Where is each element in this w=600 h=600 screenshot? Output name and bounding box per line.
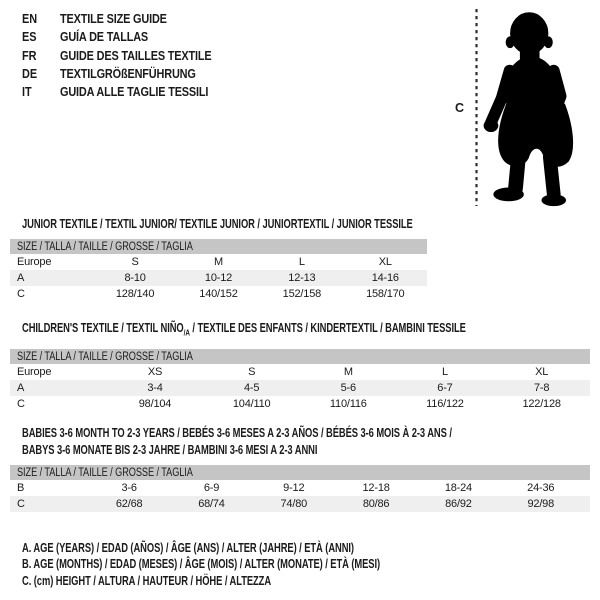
language-code: ES — [22, 29, 37, 45]
table-cell: 8-10 — [124, 272, 146, 284]
table-cell: 74/80 — [280, 498, 308, 510]
row-label: Europe — [17, 256, 52, 268]
table-cell: 5-6 — [340, 382, 356, 394]
legend-text: B. AGE (MONTHS) / EDAD (MESES) / ÂGE (MOIS) / ALTER (MONATE) / ETÀ (MESI) — [22, 557, 381, 572]
dotted-vertical-line — [474, 8, 480, 208]
table-cell: 7-8 — [533, 382, 550, 394]
title-text-after: / TEXTILE DES ENFANTS / KINDERTEXTIL / BAMBINI TESSILE — [189, 321, 466, 335]
size-header-row — [10, 349, 590, 364]
table-cell: 6-7 — [437, 382, 453, 394]
childrens-table-title — [22, 321, 600, 338]
table-cell: 14-16 — [371, 272, 399, 284]
table-cell: 104/110 — [232, 398, 271, 410]
row-label: Europe — [17, 366, 52, 378]
junior-size-table — [10, 239, 427, 302]
table-cell: L — [298, 256, 305, 268]
table-cell: 158/170 — [366, 288, 405, 300]
row-label: A — [17, 382, 25, 394]
table-cell: 62/68 — [115, 498, 143, 510]
table-row-height — [10, 496, 590, 512]
table-cell: 86/92 — [445, 498, 472, 510]
childrens-size-table — [10, 349, 590, 412]
table-row-height — [10, 286, 427, 302]
table-cell: XL — [535, 366, 549, 378]
height-measure-label: C — [455, 101, 465, 115]
language-row-es — [22, 28, 240, 46]
language-title: TEXTILGRÖßENFÜHRUNG — [60, 65, 196, 81]
table-cell: 24-36 — [527, 482, 555, 494]
table-cell: 18-24 — [444, 482, 472, 494]
babies-size-table — [10, 465, 590, 512]
language-title: TEXTILE SIZE GUIDE — [60, 11, 167, 26]
table-row-age — [10, 270, 427, 286]
table-cell: 140/152 — [199, 288, 238, 300]
size-header-cell — [10, 349, 590, 364]
row-label: B — [17, 482, 25, 494]
size-header-cell — [10, 239, 427, 254]
babies-table-title-line1: BABIES 3-6 MONTH TO 2-3 YEARS / BEBÉS 3-6 MESES A 2-3 AÑOS / BÉBÉS 3-6 MOIS À 2-3 ANS / — [22, 426, 452, 440]
title-text-before: CHILDREN'S TEXTILE / TEXTIL NIÑO — [22, 321, 184, 335]
language-title: GUIDA ALLE TAGLIE TESSILI — [60, 84, 209, 100]
table-row-height — [10, 396, 590, 412]
row-label: C — [17, 498, 25, 510]
legend-line-b — [22, 556, 499, 572]
language-row-en — [22, 10, 240, 28]
language-title: GUÍA DE TALLAS — [60, 29, 149, 45]
table-cell: S — [248, 366, 256, 378]
table-cell: L — [441, 366, 448, 378]
table-row-europe — [10, 364, 590, 380]
babies-table-title — [22, 425, 595, 458]
language-row-fr — [22, 47, 240, 65]
table-cell: 3-4 — [147, 382, 163, 394]
table-cell: 10-12 — [204, 272, 233, 284]
legend — [22, 540, 499, 589]
language-header — [22, 10, 240, 101]
legend-text: A. AGE (YEARS) / EDAD (AÑOS) / ÂGE (ANS) / ALTER (JAHRE) / ETÀ (ANNI) — [22, 541, 354, 555]
table-row-age — [10, 380, 590, 396]
title-text-subscript: /A — [183, 327, 190, 338]
table-cell: 122/128 — [522, 398, 561, 410]
legend-line-a — [22, 540, 499, 556]
table-cell: 152/158 — [282, 288, 322, 300]
toddler-silhouette-icon — [482, 2, 600, 213]
table-cell: 3-6 — [121, 482, 137, 494]
table-cell: M — [343, 366, 353, 378]
table-cell: XL — [378, 256, 392, 268]
table-cell: 6-9 — [203, 482, 220, 494]
language-code: DE — [22, 65, 38, 81]
size-header-label: SIZE / TALLA / TAILLE / GRÖSSE / TAGLIA — [17, 350, 193, 363]
table-cell: 12-18 — [362, 482, 390, 494]
size-header-row — [10, 239, 427, 254]
row-label: C — [17, 398, 25, 410]
language-title: GUIDE DES TAILLES TEXTILE — [60, 47, 212, 63]
legend-line-c — [22, 573, 499, 589]
table-cell: 9-12 — [283, 482, 305, 494]
size-header-cell — [10, 465, 590, 480]
table-cell: 68/74 — [198, 498, 225, 510]
spacer-cell — [582, 496, 590, 512]
size-header-label: SIZE / TALLA / TAILLE / GRÖSSE / TAGLIA — [17, 466, 193, 479]
table-cell: M — [213, 256, 223, 268]
table-row-age-months — [10, 480, 590, 496]
size-header-label: SIZE / TALLA / TAILLE / GRÖSSE / TAGLIA — [17, 240, 193, 253]
table-cell: 92/98 — [527, 498, 555, 510]
spacer-cell — [582, 480, 590, 496]
table-cell: 80/86 — [362, 498, 390, 510]
junior-table-title-text: JUNIOR TEXTILE / TEXTIL JUNIOR/ TEXTILE JUNIOR / JUNIORTEXTIL / JUNIOR TESSILE — [22, 217, 413, 231]
table-cell: 4-5 — [243, 382, 260, 394]
table-cell: XS — [147, 366, 163, 378]
legend-text: C. (cm) HEIGHT / ALTURA / HAUTEUR / HÖHE / ALTEZZA — [22, 573, 272, 588]
row-label: A — [17, 272, 25, 284]
junior-table-title — [22, 217, 543, 231]
table-row-europe — [10, 254, 427, 270]
table-cell: 12-13 — [288, 272, 316, 284]
babies-table-title-line2: BABYS 3-6 MONATE BIS 2-3 JAHRE / BAMBINI 3-6 MESI A 2-3 ANNI — [22, 442, 318, 457]
table-cell: 128/140 — [115, 288, 155, 300]
language-code: EN — [22, 11, 38, 26]
size-header-row — [10, 465, 590, 480]
language-row-it — [22, 83, 240, 101]
childrens-table-title-text — [22, 321, 466, 338]
language-row-de — [22, 65, 240, 83]
table-cell: 98/104 — [138, 398, 172, 410]
table-cell: 116/122 — [426, 398, 464, 410]
row-label: C — [17, 288, 25, 300]
table-cell: 110/116 — [329, 398, 367, 410]
language-code: IT — [22, 84, 32, 100]
language-code: FR — [22, 47, 37, 63]
table-cell: S — [131, 256, 139, 268]
